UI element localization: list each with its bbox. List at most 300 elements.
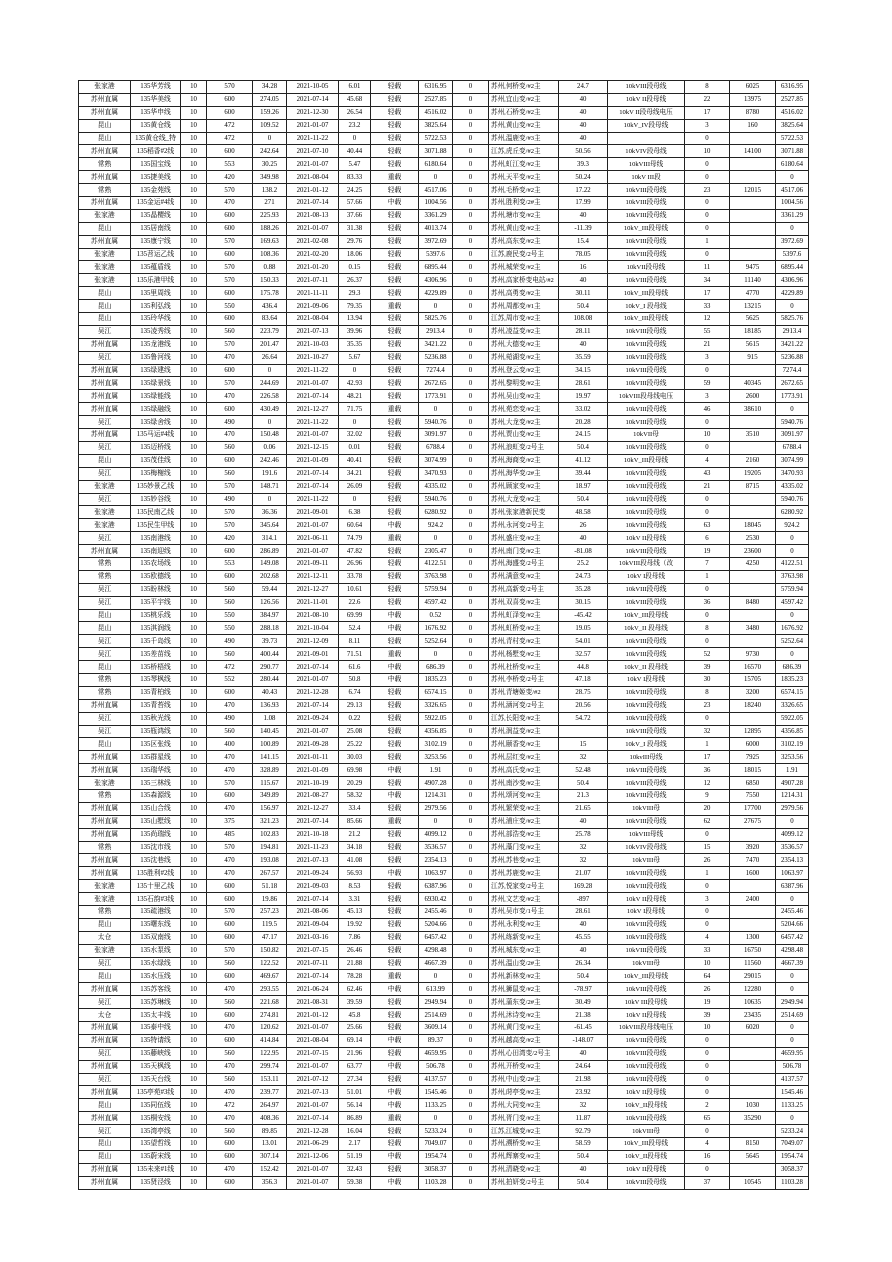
cell-count: 20 [685,802,730,815]
table-row [79,1176,809,1189]
cell-region: 常熟 [79,158,131,171]
cell-max-load: 356.3 [253,1176,287,1189]
cell-max-load: 239.77 [253,1086,287,1099]
cell-load-rate: 59.38 [339,1176,371,1189]
cell-substation-value: 33.02 [559,403,608,416]
cell-rated-capacity: 600 [207,931,253,944]
table-row [79,635,809,648]
table-row [79,274,809,287]
cell-available-capacity: 6930.42 [419,893,453,906]
cell-remaining-capacity: 686.39 [776,661,809,674]
cell-load-level: 轻载 [371,325,419,338]
cell-available-capacity: 2305.47 [419,545,453,558]
cell-substation-value: 32.57 [559,648,608,661]
table-row [79,1009,809,1022]
cell-zero-col: 0 [453,828,489,841]
cell-bus-section: 10kV_III段母线 [608,287,685,300]
cell-max-load: 288.18 [253,622,287,635]
cell-line-name: 135双南线 [131,931,181,944]
table-row [79,261,809,274]
cell-load-level: 重载 [371,171,419,184]
cell-zero-col: 0 [453,957,489,970]
cell-installed-capacity [730,906,776,919]
cell-available-capacity: 6574.15 [419,686,453,699]
cell-load-rate: 0.01 [339,441,371,454]
cell-substation-value: 58.59 [559,1138,608,1151]
cell-voltage: 10 [181,390,207,403]
cell-substation: 江苏,江城变/#2主 [489,1125,559,1138]
cell-voltage: 10 [181,287,207,300]
cell-region: 吴江 [79,1125,131,1138]
cell-available-capacity: 1214.31 [419,789,453,802]
cell-voltage: 10 [181,738,207,751]
cell-voltage: 10 [181,1047,207,1060]
cell-installed-capacity: 9730 [730,648,776,661]
cell-load-level: 轻载 [371,506,419,519]
cell-count: 30 [685,673,730,686]
cell-count: 1 [685,570,730,583]
cell-installed-capacity: 16570 [730,661,776,674]
cell-substation-value: 78.05 [559,248,608,261]
cell-max-load: 345.64 [253,519,287,532]
cell-available-capacity: 506.78 [419,1060,453,1073]
cell-max-load-date: 2021-11-22 [287,132,339,145]
cell-available-capacity: 5759.94 [419,583,453,596]
cell-installed-capacity: 3510 [730,429,776,442]
cell-line-name: 135黄仓线_特 [131,132,181,145]
cell-zero-col: 0 [453,261,489,274]
cell-substation-value: -45.42 [559,609,608,622]
cell-available-capacity: 4229.89 [419,287,453,300]
cell-count: 0 [685,1060,730,1073]
cell-voltage: 10 [181,1150,207,1163]
cell-count: 21 [685,480,730,493]
cell-load-level: 轻载 [371,106,419,119]
cell-load-level: 重载 [371,403,419,416]
cell-load-rate: 29.3 [339,287,371,300]
cell-zero-col: 0 [453,197,489,210]
cell-region: 张家港 [79,880,131,893]
cell-voltage: 10 [181,184,207,197]
table-row [79,944,809,957]
cell-load-rate: 51.19 [339,1150,371,1163]
cell-max-load-date: 2021-07-13 [287,1086,339,1099]
cell-count: 0 [685,248,730,261]
cell-count: 0 [685,209,730,222]
cell-max-load-date: 2021-01-09 [287,454,339,467]
cell-substation-value: 50.24 [559,171,608,184]
cell-load-level: 轻载 [371,248,419,261]
cell-zero-col: 0 [453,209,489,222]
cell-rated-capacity: 490 [207,635,253,648]
cell-substation: 苏州,润益变/#2主 [489,725,559,738]
cell-installed-capacity: 11560 [730,957,776,970]
cell-bus-section: 10kVIII母 [608,854,685,867]
cell-max-load-date: 2021-12-28 [287,686,339,699]
cell-zero-col: 0 [453,635,489,648]
cell-line-name: 135藤峡线 [131,1047,181,1060]
cell-count: 62 [685,815,730,828]
cell-region: 昆山 [79,609,131,622]
cell-load-level: 中载 [371,609,419,622]
cell-rated-capacity: 570 [207,81,253,94]
cell-voltage: 10 [181,545,207,558]
cell-max-load-date: 2021-07-15 [287,1047,339,1060]
cell-line-name: 135千岛线 [131,635,181,648]
cell-load-rate: 23.2 [339,119,371,132]
cell-remaining-capacity: 2455.46 [776,906,809,919]
cell-max-load: 221.68 [253,996,287,1009]
cell-available-capacity: 1004.56 [419,197,453,210]
cell-max-load-date: 2021-01-07 [287,377,339,390]
cell-remaining-capacity: 5233.24 [776,1125,809,1138]
cell-line-name: 135瓶鸿线 [131,725,181,738]
cell-available-capacity: 3102.19 [419,738,453,751]
cell-available-capacity: 5722.53 [419,132,453,145]
cell-substation: 苏州,顾家变/#2主 [489,480,559,493]
cell-substation-value: 40 [559,119,608,132]
cell-rated-capacity: 400 [207,738,253,751]
cell-available-capacity: 613.99 [419,983,453,996]
cell-load-level: 轻载 [371,1009,419,1022]
cell-count: 23 [685,184,730,197]
cell-installed-capacity: 29015 [730,970,776,983]
cell-line-name: 135马运#4线 [131,429,181,442]
cell-available-capacity: 0 [419,532,453,545]
cell-max-load: 30.25 [253,158,287,171]
cell-count: 3 [685,119,730,132]
cell-installed-capacity: 8150 [730,1138,776,1151]
cell-voltage: 10 [181,996,207,1009]
cell-region: 张家港 [79,519,131,532]
cell-substation-value: 28.11 [559,325,608,338]
cell-substation: 苏州,蒲东变/2#主 [489,996,559,1009]
cell-available-capacity: 2514.69 [419,1009,453,1022]
cell-bus-section: 10kVIII段母线 [608,467,685,480]
cell-remaining-capacity: 5759.94 [776,583,809,596]
cell-region: 昆山 [79,1099,131,1112]
cell-substation-value: 34.15 [559,364,608,377]
cell-rated-capacity: 560 [207,1047,253,1060]
cell-max-load: 349.89 [253,789,287,802]
cell-max-load-date: 2021-06-11 [287,532,339,545]
cell-zero-col: 0 [453,622,489,635]
cell-load-rate: 85.66 [339,815,371,828]
cell-substation: 苏州,胜利变/2#主 [489,197,559,210]
cell-voltage: 10 [181,364,207,377]
cell-zero-col: 0 [453,1060,489,1073]
cell-substation: 苏州,越高变/#2主 [489,1034,559,1047]
cell-bus-section: 10kVIII段母线 [608,815,685,828]
cell-voltage: 10 [181,957,207,970]
cell-load-level: 轻载 [371,1125,419,1138]
cell-rated-capacity: 600 [207,106,253,119]
cell-region: 苏州直属 [79,1060,131,1073]
cell-bus-section: 10kVIII段母线 [608,441,685,454]
cell-substation: 苏州,城东变/#2主 [489,944,559,957]
cell-max-load: 267.57 [253,867,287,880]
cell-zero-col: 0 [453,596,489,609]
cell-region: 吴江 [79,532,131,545]
cell-max-load: 314.1 [253,532,287,545]
cell-substation: 苏州,登云变/#2主 [489,364,559,377]
cell-substation-value: -78.97 [559,983,608,996]
cell-available-capacity: 4356.85 [419,725,453,738]
cell-zero-col: 0 [453,1086,489,1099]
cell-zero-col: 0 [453,815,489,828]
cell-zero-col: 0 [453,1047,489,1060]
cell-max-load: 153.11 [253,1073,287,1086]
table-row [79,1060,809,1073]
cell-count: 0 [685,222,730,235]
cell-substation-value: 30.49 [559,996,608,1009]
cell-remaining-capacity: 3326.65 [776,699,809,712]
cell-rated-capacity: 490 [207,712,253,725]
cell-remaining-capacity: 4517.06 [776,184,809,197]
cell-zero-col: 0 [453,171,489,184]
cell-remaining-capacity: 6457.42 [776,931,809,944]
cell-count: 17 [685,106,730,119]
cell-zero-col: 0 [453,248,489,261]
cell-region: 昆山 [79,287,131,300]
cell-max-load-date: 2021-11-01 [287,596,339,609]
cell-region: 苏州直属 [79,197,131,210]
cell-available-capacity: 1063.97 [419,867,453,880]
cell-rated-capacity: 600 [207,789,253,802]
cell-voltage: 10 [181,1125,207,1138]
cell-load-rate: 26.54 [339,106,371,119]
cell-installed-capacity: 1300 [730,931,776,944]
cell-region: 常熟 [79,841,131,854]
cell-max-load: 384.97 [253,609,287,622]
cell-voltage: 10 [181,751,207,764]
cell-bus-section: 10kV_III段母线 [608,313,685,326]
cell-substation-value: 20.28 [559,416,608,429]
cell-substation: 苏州,苏鹿变/#2主 [489,867,559,880]
cell-remaining-capacity: 1676.92 [776,622,809,635]
cell-load-level: 中载 [371,764,419,777]
cell-substation: 苏州,胥门变/#2主 [489,1112,559,1125]
cell-bus-section: 10kV II段母线 [608,1163,685,1176]
cell-substation: 苏州,海盛变/2号主 [489,557,559,570]
cell-zero-col: 0 [453,609,489,622]
cell-available-capacity: 1676.92 [419,622,453,635]
cell-substation-value: 15 [559,738,608,751]
cell-remaining-capacity: 4122.51 [776,557,809,570]
cell-load-rate: 6.38 [339,506,371,519]
cell-load-rate: 45.68 [339,93,371,106]
cell-rated-capacity: 600 [207,1176,253,1189]
cell-bus-section: 10kV II段母线 [608,1086,685,1099]
cell-max-load-date: 2021-02-08 [287,235,339,248]
cell-remaining-capacity: 4298.48 [776,944,809,957]
cell-installed-capacity: 13975 [730,93,776,106]
cell-line-name: 135平宇线 [131,596,181,609]
cell-load-rate: 8.11 [339,635,371,648]
cell-available-capacity: 4298.48 [419,944,453,957]
cell-available-capacity: 4122.51 [419,557,453,570]
cell-bus-section: 10kVIII母 [608,1125,685,1138]
cell-bus-section: 10kVIV段母线 [608,145,685,158]
cell-line-name: 135未来#1线 [131,1163,181,1176]
cell-line-name: 135玲华线 [131,313,181,326]
cell-load-rate: 41.08 [339,854,371,867]
cell-region: 昆山 [79,132,131,145]
cell-bus-section: 10kVIII段母线 [608,248,685,261]
cell-load-rate: 0 [339,364,371,377]
cell-remaining-capacity: 0 [776,545,809,558]
table-row [79,119,809,132]
cell-substation-value: 47.18 [559,673,608,686]
cell-bus-section: 10kV_I 段母线 [608,738,685,751]
cell-substation: 苏州,青村变/#2主 [489,635,559,648]
cell-region: 苏州直属 [79,390,131,403]
cell-zero-col: 0 [453,712,489,725]
cell-available-capacity: 4659.95 [419,1047,453,1060]
cell-region: 常熟 [79,184,131,197]
cell-zero-col: 0 [453,1176,489,1189]
cell-remaining-capacity: 5236.88 [776,351,809,364]
cell-zero-col: 0 [453,300,489,313]
table-row [79,1125,809,1138]
cell-load-level: 轻载 [371,893,419,906]
cell-zero-col: 0 [453,338,489,351]
table-row [79,583,809,596]
cell-voltage: 10 [181,209,207,222]
table-row [79,931,809,944]
cell-installed-capacity: 18185 [730,325,776,338]
cell-bus-section: 10kVIII段母线 [608,351,685,364]
cell-max-load-date: 2021-09-28 [287,738,339,751]
cell-substation-value: 19.97 [559,390,608,403]
cell-max-load: 148.71 [253,480,287,493]
cell-region: 吴江 [79,583,131,596]
cell-load-level: 轻载 [371,557,419,570]
cell-max-load: 89.85 [253,1125,287,1138]
cell-load-rate: 0 [339,416,371,429]
cell-available-capacity: 1.91 [419,764,453,777]
cell-substation-value: 21.07 [559,867,608,880]
cell-load-rate: 29.13 [339,699,371,712]
cell-installed-capacity [730,570,776,583]
cell-available-capacity: 3972.69 [419,235,453,248]
cell-remaining-capacity: 0 [776,1112,809,1125]
cell-load-rate: 0 [339,493,371,506]
cell-region: 常熟 [79,906,131,919]
cell-remaining-capacity: 4667.39 [776,957,809,970]
cell-load-rate: 33.78 [339,570,371,583]
cell-count: 4 [685,454,730,467]
cell-substation: 苏州,永利变/#2主 [489,918,559,931]
cell-voltage: 10 [181,145,207,158]
cell-substation: 苏州,大同变/#2主 [489,1099,559,1112]
cell-substation: 苏州,大龙变/#2主 [489,416,559,429]
cell-region: 昆山 [79,1138,131,1151]
cell-substation-value: 28.61 [559,377,608,390]
table-row [79,184,809,197]
cell-remaining-capacity: 5940.76 [776,493,809,506]
cell-rated-capacity: 470 [207,854,253,867]
cell-region: 张家港 [79,248,131,261]
cell-bus-section: 10kVIII段母线 [608,493,685,506]
cell-remaining-capacity: 6280.92 [776,506,809,519]
table-row [79,570,809,583]
cell-bus-section: 10kVIII段母线 [608,1060,685,1073]
cell-available-capacity: 0 [419,648,453,661]
cell-max-load: 349.98 [253,171,287,184]
cell-voltage: 10 [181,1034,207,1047]
cell-line-name: 135贤泾线 [131,1176,181,1189]
cell-substation: 苏州,吴山变/#2主 [489,390,559,403]
cell-max-load-date: 2021-01-12 [287,184,339,197]
cell-load-level: 轻载 [371,1047,419,1060]
cell-substation: 苏州,莳亭变/#2主 [489,1086,559,1099]
cell-max-load: 47.17 [253,931,287,944]
cell-bus-section: 10kVIII段母线 [608,545,685,558]
cell-load-level: 轻载 [371,209,419,222]
cell-voltage: 10 [181,506,207,519]
cell-available-capacity: 0 [419,1112,453,1125]
cell-count: 0 [685,635,730,648]
cell-voltage: 10 [181,622,207,635]
cell-bus-section: 10kVIII母 [608,802,685,815]
cell-region: 吴江 [79,725,131,738]
table-row [79,1022,809,1035]
cell-load-level: 轻载 [371,261,419,274]
cell-zero-col: 0 [453,119,489,132]
cell-line-name: 135稻香#2线 [131,145,181,158]
cell-bus-section: 10kVIII母线 [608,828,685,841]
cell-load-rate: 6.01 [339,81,371,94]
cell-max-load: 201.47 [253,338,287,351]
cell-max-load: 19.86 [253,893,287,906]
cell-installed-capacity [730,197,776,210]
cell-load-level: 轻载 [371,480,419,493]
cell-remaining-capacity: 3074.99 [776,454,809,467]
cell-load-rate: 30.03 [339,751,371,764]
cell-load-level: 轻载 [371,416,419,429]
cell-installed-capacity: 5645 [730,1150,776,1163]
table-row [79,661,809,674]
cell-region: 苏州直属 [79,171,131,184]
cell-rated-capacity: 550 [207,609,253,622]
cell-available-capacity: 4907.28 [419,777,453,790]
cell-region: 常熟 [79,570,131,583]
cell-max-load: 0 [253,132,287,145]
cell-remaining-capacity: 1954.74 [776,1150,809,1163]
cell-region: 吴江 [79,596,131,609]
cell-available-capacity: 3071.88 [419,145,453,158]
cell-bus-section: 10kV II段母线电压 [608,106,685,119]
cell-substation: 苏州,苏巷变/#2主 [489,854,559,867]
cell-available-capacity: 0 [419,815,453,828]
cell-bus-section: 10kVIII段母线 [608,81,685,94]
cell-max-load-date: 2021-01-07 [287,725,339,738]
cell-installed-capacity: 7550 [730,789,776,802]
cell-region: 苏州直属 [79,1022,131,1035]
table-row [79,313,809,326]
cell-rated-capacity: 560 [207,1073,253,1086]
cell-bus-section: 10kVIII段母线 [608,918,685,931]
cell-line-name: 135群星线 [131,751,181,764]
cell-voltage: 10 [181,416,207,429]
cell-installed-capacity: 4770 [730,287,776,300]
cell-bus-section: 10kV_III段母线 [608,1138,685,1151]
cell-remaining-capacity: 3470.93 [776,467,809,480]
cell-count: 37 [685,1176,730,1189]
cell-region: 吴江 [79,416,131,429]
cell-count: 3 [685,390,730,403]
